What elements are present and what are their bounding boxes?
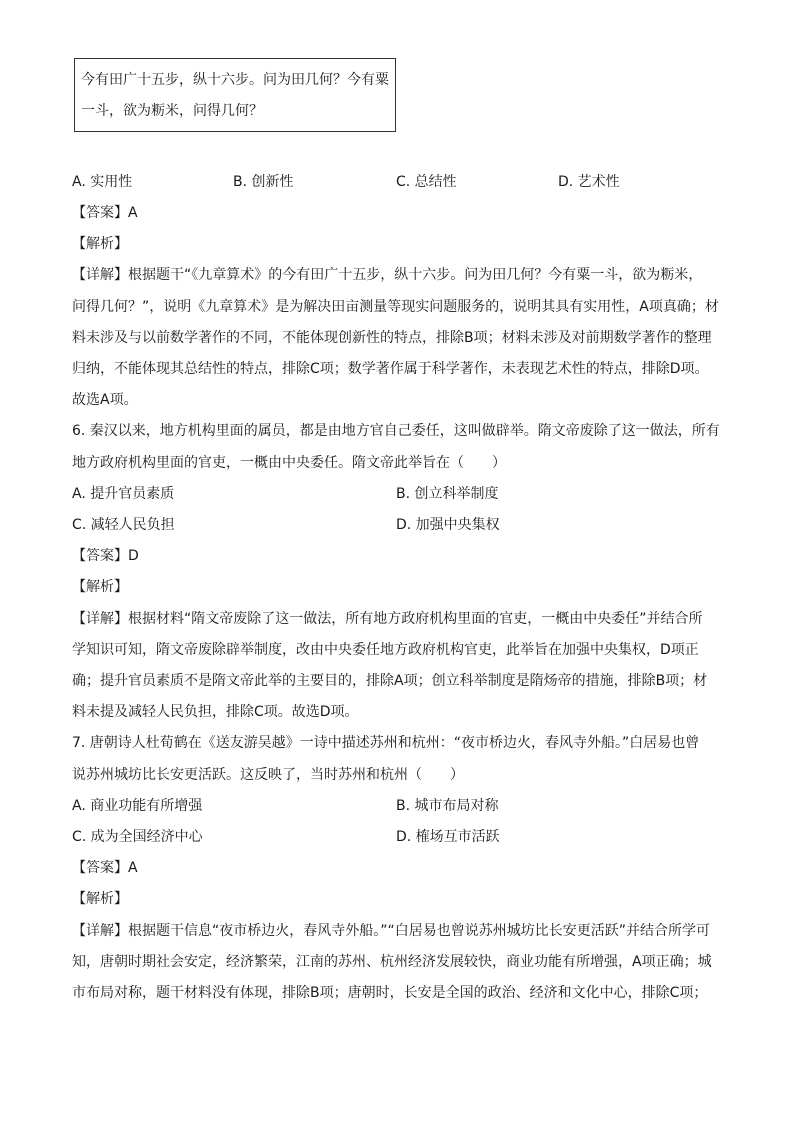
q5-analysis-label: 【解析】 [72, 236, 128, 252]
q6-answer: 【答案】D [72, 548, 139, 564]
material-line-2: 一斗，欲为粝米，问得几何？ [81, 103, 263, 119]
q7-stem-line-1: 7. 唐朝诗人杜荀鹤在《送友游吴越》一诗中描述苏州和杭州：“夜市桥边火，春风寺外船。”白居易也曾 [72, 735, 700, 751]
q7-option-c: C. 成为全国经济中心 [72, 829, 203, 845]
q7-answer: 【答案】A [72, 860, 138, 876]
q6-option-a: A. 提升官员素质 [72, 486, 175, 502]
q6-stem-line-2: 地方政府机构里面的官吏，一概由中央委任。隋文帝此举旨在（ ） [72, 455, 506, 471]
material-line-1: 今有田广十五步，纵十六步。问为田几何？今有粟 [81, 72, 389, 88]
q7-detail-line-1: 【详解】根据题干信息“夜市桥边火，春风寺外船。”“白居易也曾说苏州城坊比长安更活跃”并结合所学可 [72, 923, 711, 939]
q7-option-d: D. 榷场互市活跃 [396, 829, 500, 845]
q5-detail-line-4: 归纳，不能体现其总结性的特点，排除C项；数学著作属于科学著作，未表现艺术性的特点，排除D项。 [72, 361, 709, 377]
q7-detail-line-3: 市布局对称，题干材料没有体现，排除B项；唐朝时，长安是全国的政治、经济和文化中心，排除C项； [72, 985, 708, 1001]
q5-detail-line-5: 故选A项。 [72, 392, 138, 408]
q7-detail-line-2: 知，唐朝时期社会安定，经济繁荣，江南的苏州、杭州经济发展较快，商业功能有所增强，A项正确；城 [72, 954, 712, 970]
q7-option-a: A. 商业功能有所增强 [72, 798, 203, 814]
q6-option-d: D. 加强中央集权 [396, 517, 500, 533]
q5-option-a: A. 实用性 [72, 174, 133, 190]
q6-option-b: B. 创立科举制度 [396, 486, 499, 502]
q7-analysis-label: 【解析】 [72, 891, 128, 907]
material-box [74, 58, 396, 132]
q7-option-b: B. 城市布局对称 [396, 798, 499, 814]
q6-stem-line-1: 6. 秦汉以来，地方机构里面的属员，都是由地方官自己委任，这叫做辟举。隋文帝废除了这一做法，所有 [72, 423, 720, 439]
q6-detail-line-2: 学知识可知，隋文帝废除辟举制度，改由中央委任地方政府机构官吏，此举旨在加强中央集权，D项正 [72, 642, 699, 658]
q5-detail-line-2: 问得几何？”，说明《九章算术》是为解决田亩测量等现实问题服务的，说明其具有实用性，A项真确；材 [72, 299, 719, 315]
q6-detail-line-1: 【详解】根据材料“隋文帝废除了这一做法，所有地方政府机构里面的官吏，一概由中央委任”并结合所 [72, 611, 703, 627]
q6-option-c: C. 减轻人民负担 [72, 517, 175, 533]
q6-analysis-label: 【解析】 [72, 579, 128, 595]
q5-option-b: B. 创新性 [233, 174, 294, 190]
q5-option-c: C. 总结性 [396, 174, 457, 190]
q6-detail-line-4: 料未提及减轻人民负担，排除C项。故选D项。 [72, 704, 359, 720]
q5-detail-line-3: 料未涉及与以前数学著作的不同，不能体现创新性的特点，排除B项；材料未涉及对前期数学著作的整理 [72, 330, 712, 346]
q5-detail-line-1: 【详解】根据题干“《九章算术》的今有田广十五步，纵十六步。问为田几何？今有粟一斗，欲为粝米， [72, 267, 703, 283]
q7-stem-line-2: 说苏州城坊比长安更活跃。这反映了，当时苏州和杭州（ ） [72, 767, 464, 783]
q6-detail-line-3: 确；提升官员素质不是隋文帝此举的主要目的，排除A项；创立科举制度是隋炀帝的措施，排除B项；材 [72, 673, 708, 689]
q5-option-d: D. 艺术性 [558, 174, 620, 190]
q5-answer: 【答案】A [72, 205, 138, 221]
